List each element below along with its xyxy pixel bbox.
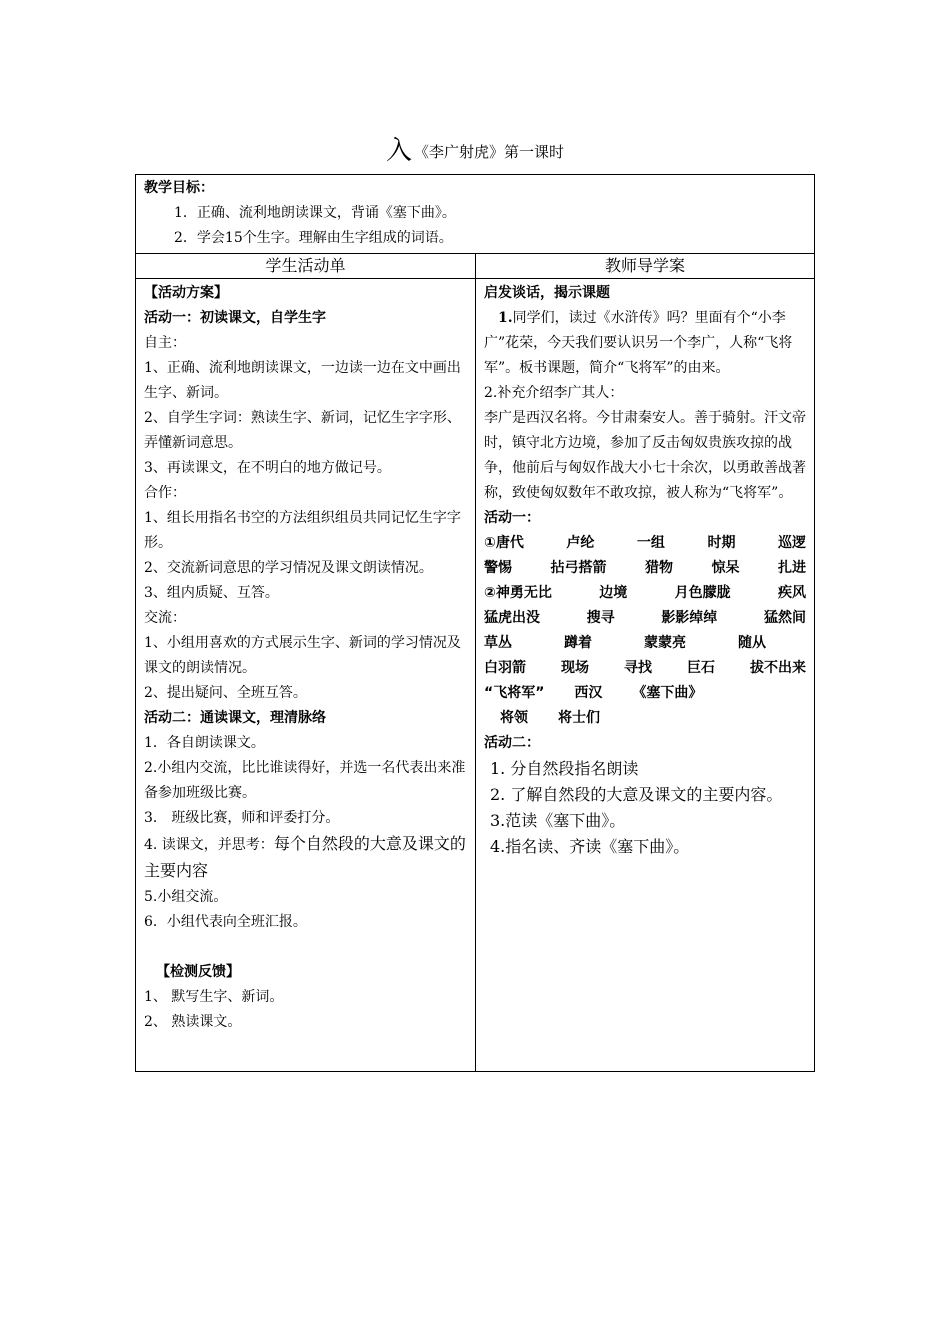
activity2-item: 1．各自朗读课文。 xyxy=(144,735,265,751)
intro-paragraph-2-heading: 2.补充介绍李广其人： xyxy=(484,385,624,401)
word-item: 西汉 xyxy=(574,685,603,701)
word-item: 随从 xyxy=(738,635,766,651)
word-item: 边境 xyxy=(599,585,628,601)
activity2-item: 3． 班级比赛，师和评委打分。 xyxy=(144,810,340,826)
intro-1-number: 1. xyxy=(498,310,513,326)
word-item: 扎进 xyxy=(778,560,806,576)
activity1-heading: 活动一：初读课文，自学生字 xyxy=(144,310,326,326)
student-activity-cell xyxy=(136,279,476,1072)
word-item: 猎物 xyxy=(645,560,673,576)
word-item: 疾风 xyxy=(777,585,806,601)
word-item: 猛然间 xyxy=(763,610,806,626)
feedback-heading: 【检测反馈】 xyxy=(156,964,240,980)
self-study-item: 1、正确、流利地朗读课文，一边读一边在文中画出生字、新词。 xyxy=(144,360,461,401)
activity2-item-4 xyxy=(144,831,467,885)
word-item: 拔不出来 xyxy=(750,660,806,676)
word-item: 寻找 xyxy=(624,660,652,676)
teacher-guide-cell xyxy=(476,279,815,1072)
word-row xyxy=(484,581,806,606)
plan-heading: 【活动方案】 xyxy=(144,285,228,301)
column-header-student: 学生活动单 xyxy=(136,254,476,279)
content-row xyxy=(136,279,815,1072)
word-item: 《塞下曲》 xyxy=(632,685,703,701)
feedback-item: 1、 默写生字、新词。 xyxy=(144,989,284,1005)
word-item: 蒙蒙亮 xyxy=(644,635,686,651)
word-item: 搜寻 xyxy=(586,610,615,626)
self-study-item: 2、自学生字词：熟读生字、新词，记忆生字字形、弄懂新词意思。 xyxy=(144,410,461,451)
word-row xyxy=(484,631,806,656)
word-item: 猛虎出没 xyxy=(484,610,540,626)
word-item: 影影绰绰 xyxy=(661,610,718,626)
cooperation-label: 合作： xyxy=(144,485,186,501)
goal-item: 2．学会15个生字。理解由生字组成的词语。 xyxy=(174,230,453,246)
intro-paragraph-1 xyxy=(484,306,806,381)
activity2-item: 6．小组代表向全班汇报。 xyxy=(144,914,307,930)
activity2-item: 5.小组交流。 xyxy=(144,889,228,905)
teacher-activity1-label: 活动一： xyxy=(484,510,540,526)
spacer xyxy=(144,935,467,960)
intro-paragraph-2-text: 李广是西汉名将。今甘肃秦安人。善于骑射。汗文帝时，镇守北方边境，参加了反击匈奴贵族攻掠的战争，他前后与匈奴作战大小七十余次，以勇敢善战著称，致使匈奴数年不敢攻掠，被人称为“飞将军”。 xyxy=(484,410,806,501)
word-item: 蹲着 xyxy=(564,635,592,651)
lesson-plan-table xyxy=(135,174,815,1072)
word-row xyxy=(484,706,806,731)
teacher-activity2-item: 2. 了解自然段的大意及课文的主要内容。 xyxy=(490,785,783,804)
activity2-heading: 活动二：通读课文，理清脉络 xyxy=(144,710,326,726)
word-item: 拈弓搭箭 xyxy=(550,560,607,576)
word-item: 白羽箭 xyxy=(484,660,526,676)
intro-1-text: 同学们，读过《水浒传》吗？里面有个“小李广”花荣，今天我们要认识另一个李广，人称“飞将军”。板书课题，简介“飞将军”的由来。 xyxy=(484,310,793,376)
teacher-activity2-item: 3.范读《塞下曲》。 xyxy=(490,811,626,830)
word-row xyxy=(484,556,806,581)
self-study-label: 自主： xyxy=(144,335,186,351)
teacher-activity2-item: 1. 分自然段指名朗读 xyxy=(490,759,639,778)
word-row xyxy=(484,531,806,556)
word-row xyxy=(484,681,806,706)
word-item: 将士们 xyxy=(558,710,600,726)
cooperation-item: 2、交流新词意思的学习情况及课文朗读情况。 xyxy=(144,560,433,576)
word-item: ①唐代 xyxy=(484,535,524,551)
word-item: 草丛 xyxy=(484,635,512,651)
word-item: 惊呆 xyxy=(711,560,740,576)
activity2-item-4-text: 每个自然段的大意及课文的主要内容 xyxy=(144,834,466,880)
word-row xyxy=(484,606,806,631)
word-item: 巨石 xyxy=(687,660,715,676)
intro-heading: 启发谈话，揭示课题 xyxy=(484,285,610,301)
word-item: 时期 xyxy=(707,535,736,551)
cooperation-item: 3、组内质疑、互答。 xyxy=(144,585,279,601)
column-header-teacher: 教师导学案 xyxy=(476,254,815,279)
word-item: 将领 xyxy=(500,710,528,726)
page-title xyxy=(0,136,950,167)
teacher-activity2-label: 活动二： xyxy=(484,735,540,751)
exchange-item: 1、小组用喜欢的方式展示生字、新词的学习情况及课文的朗读情况。 xyxy=(144,635,461,676)
goals-row xyxy=(136,175,815,254)
cooperation-item: 1、组长用指名书空的方法组织组员共同记忆生字字形。 xyxy=(144,510,461,551)
goals-heading: 教学目标： xyxy=(144,180,214,196)
exchange-item: 2、提出疑问、全班互答。 xyxy=(144,685,307,701)
word-item: “飞将军” xyxy=(484,685,545,701)
column-header-row xyxy=(136,254,815,279)
self-study-item: 3、再读课文，在不明白的地方做记号。 xyxy=(144,460,391,476)
word-item: 月色朦胧 xyxy=(674,585,731,601)
word-item: 现场 xyxy=(561,660,589,676)
teacher-activity2-item: 4.指名读、齐读《塞下曲》。 xyxy=(490,837,690,856)
word-item: 卢纶 xyxy=(566,535,595,551)
exchange-label: 交流： xyxy=(144,610,186,626)
word-item: 警惕 xyxy=(484,560,512,576)
goals-cell xyxy=(136,175,815,254)
word-item: 一组 xyxy=(636,535,665,551)
goal-item: 1．正确、流利地朗读课文，背诵《塞下曲》。 xyxy=(174,205,456,221)
word-item: ②神勇无比 xyxy=(484,585,552,601)
activity2-item: 2.小组内交流，比比谁读得好，并选一名代表出来准备参加班级比赛。 xyxy=(144,760,466,801)
word-row xyxy=(484,656,806,681)
title-text: 《李广射虎》第一课时 xyxy=(414,143,565,161)
word-item: 巡逻 xyxy=(777,535,806,551)
activity2-item-4-prefix: 4. 读课文，并思考： xyxy=(144,837,274,853)
feedback-item: 2、 熟读课文。 xyxy=(144,1014,242,1030)
title-prefix: 入 xyxy=(385,136,412,166)
